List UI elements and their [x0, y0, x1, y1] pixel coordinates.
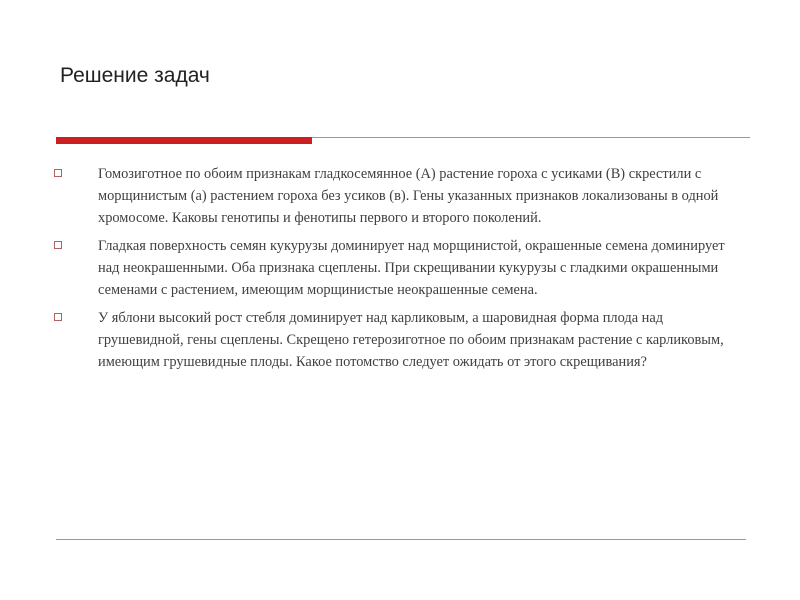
task-text: Гладкая поверхность семян кукурузы доминирует над морщинистой, окрашенные семена доминирует над неокрашенными. Оба признака сцеплены. При скрещивании кукурузы с гладкими окрашенными семенами с растением, имеющим морщинистые неокрашенные семена.: [98, 238, 725, 298]
task-list: [0, 163, 800, 379]
list-item: [0, 235, 800, 301]
slide-title: Решение задач: [60, 64, 210, 87]
title-divider-accent: [56, 137, 312, 144]
list-item: [0, 307, 800, 373]
task-text: Гомозиготное по обоим признакам гладкосемянное (А) растение гороха с усиками (В) скрестили с морщинистым (а) растением гороха без усиков (в). Гены указанных признаков локализованы в одной хромосоме. Каковы генотипы и фенотипы первого и второго поколений.: [98, 166, 719, 226]
footer-divider: [56, 539, 746, 540]
hollow-square-bullet-icon: [54, 241, 62, 249]
hollow-square-bullet-icon: [54, 313, 62, 321]
list-item: [0, 163, 800, 229]
task-text: У яблони высокий рост стебля доминирует над карликовым, а шаровидная форма плода над грушевидной, гены сцеплены. Скрещено гетерозиготное по обоим признакам растение с карликовым, имеющим грушевидные плоды. Какое потомство следует ожидать от этого скрещивания?: [98, 310, 724, 370]
hollow-square-bullet-icon: [54, 169, 62, 177]
